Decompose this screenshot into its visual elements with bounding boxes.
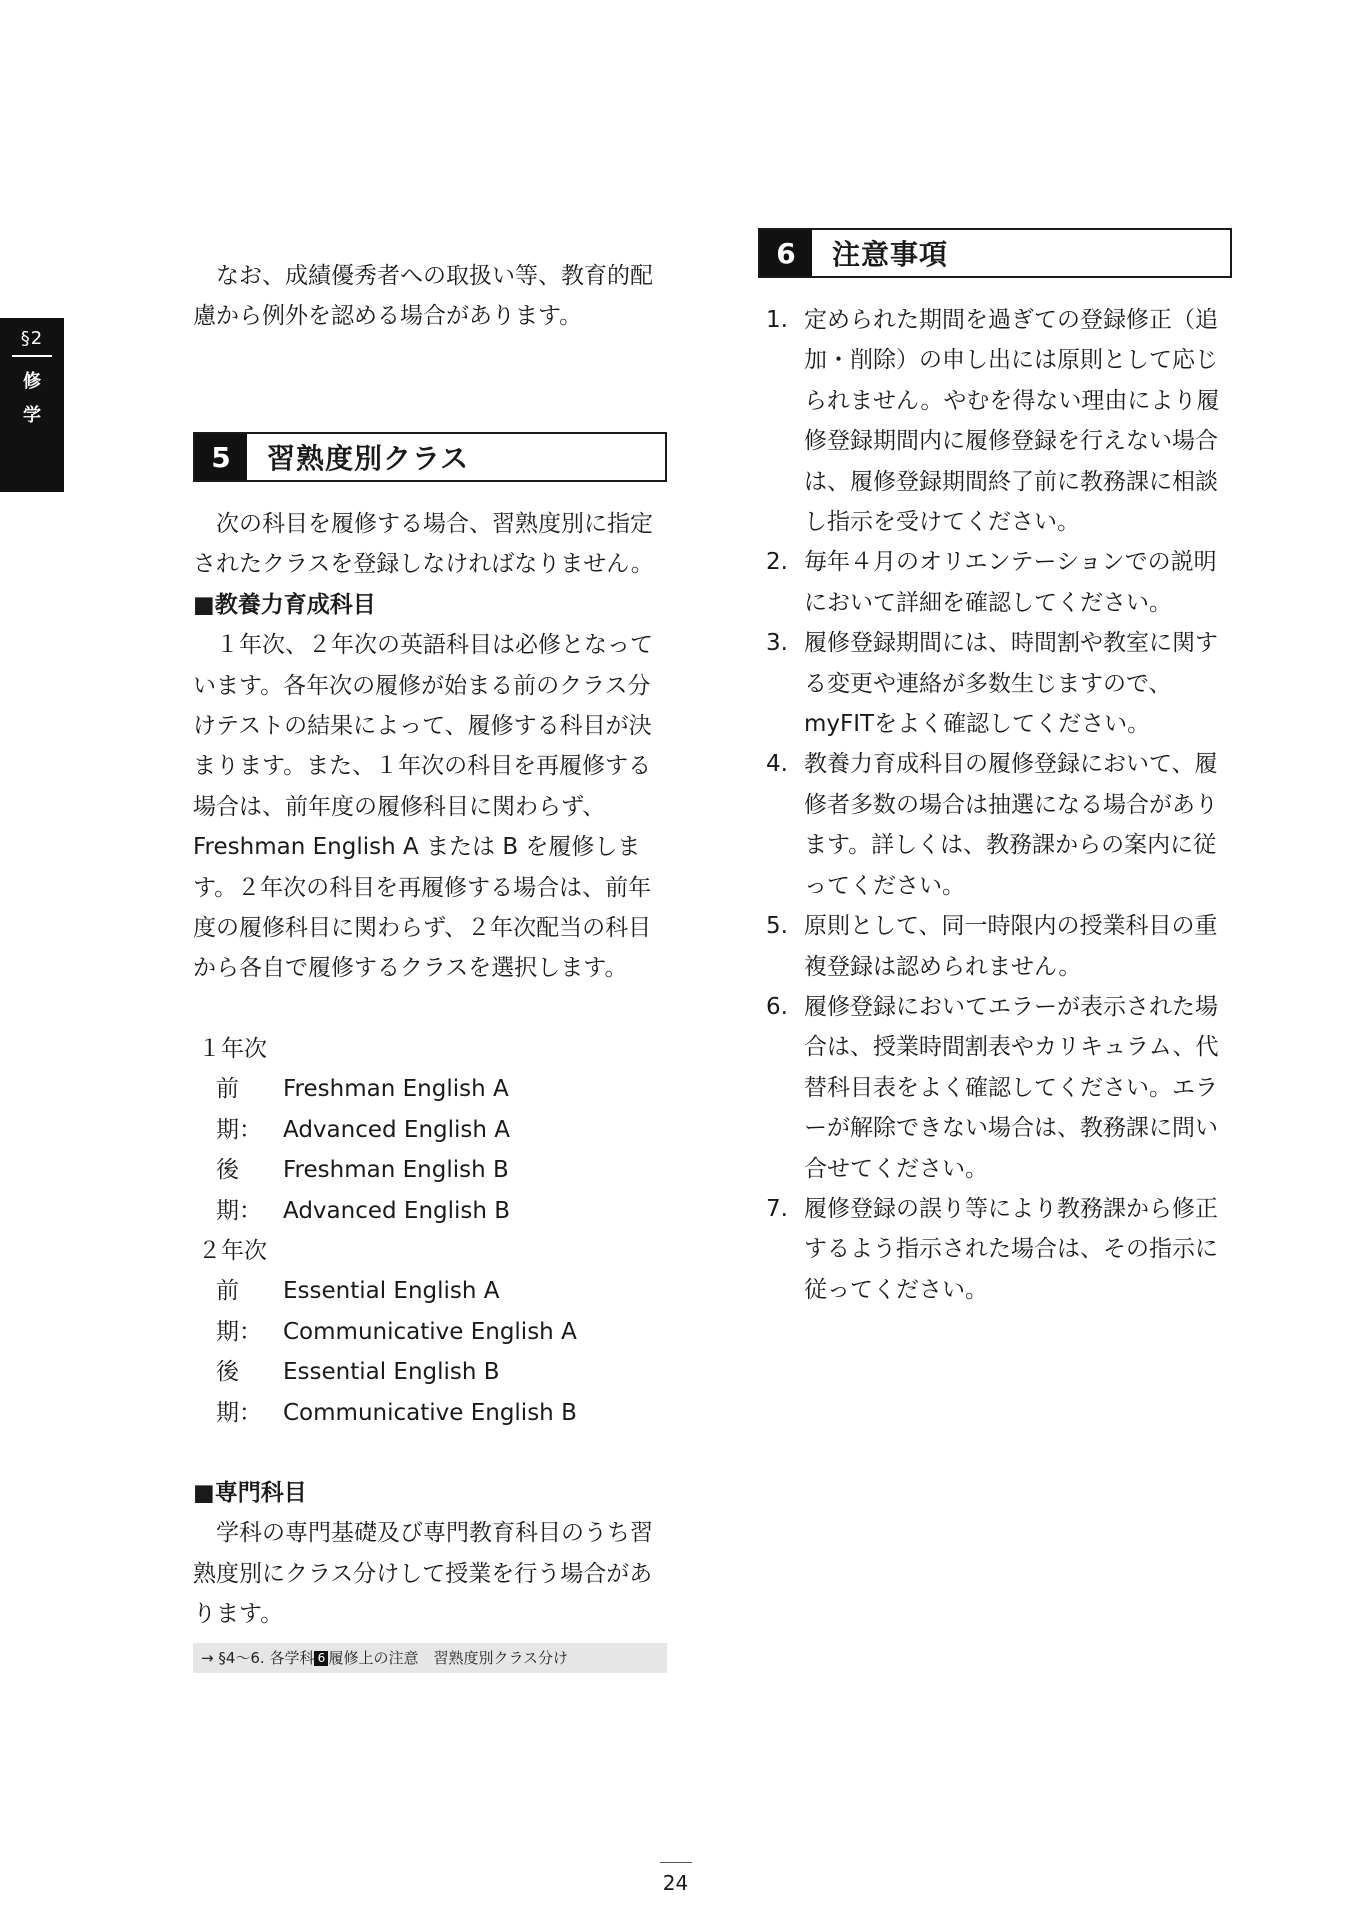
term-label: 前期： xyxy=(216,1076,262,1143)
course-name: Freshman English B xyxy=(283,1157,509,1184)
year-1-label: １年次 xyxy=(198,1035,267,1062)
course-name: Essential English B xyxy=(283,1359,500,1386)
course-name: Advanced English A xyxy=(283,1116,511,1143)
course-name: Essential English A xyxy=(283,1278,500,1305)
year-1-term-2 xyxy=(193,1150,667,1231)
note-item-1 xyxy=(758,300,1232,542)
section-6-number: 6 xyxy=(760,230,812,276)
note-number: 2. xyxy=(766,549,788,576)
page-footer xyxy=(0,1862,1351,1895)
section-5-header xyxy=(193,432,667,482)
section-5-title: 習熟度別クラス xyxy=(267,442,470,475)
cross-reference xyxy=(193,1643,667,1673)
section-5-body xyxy=(193,504,667,1673)
note-text: 原則として、同一時限内の授業科目の重複登録は認められません。 xyxy=(804,913,1218,980)
side-tab-rule xyxy=(12,355,52,357)
note-text: 毎年４月のオリエンテーションでの説明において詳細を確認してください。 xyxy=(804,549,1217,616)
kyoyo-heading: ■教養力育成科目 xyxy=(193,591,376,618)
note-text: 定められた期間を過ぎての登録修正（追加・削除）の申し出には原則として応じられません。やむを得ない理由により履修登録期間内に履修登録を行えない場合は、履修登録期間終了前に教務課に相談し指示を受けてください。 xyxy=(804,307,1220,536)
note-item-5 xyxy=(758,906,1232,987)
section-6-header xyxy=(758,228,1232,278)
note-number: 1. xyxy=(766,307,788,333)
course-name: Communicative English A xyxy=(283,1318,577,1345)
year-2-term-2 xyxy=(193,1352,667,1433)
year-2-term-1 xyxy=(193,1271,667,1352)
term-label: 前期： xyxy=(216,1278,262,1345)
year-2-label: ２年次 xyxy=(198,1237,267,1264)
section-5-intro: 次の科目を履修する場合、習熟度別に指定されたクラスを登録しなければなりません。 xyxy=(193,511,654,578)
ref-badge: 6 xyxy=(314,1651,328,1666)
side-tab-char-1: 修 xyxy=(23,371,41,392)
notes-list xyxy=(758,300,1232,1310)
note-number: 3. xyxy=(766,630,788,657)
section-6-title: 注意事項 xyxy=(832,238,949,271)
section-5-number: 5 xyxy=(195,434,247,480)
left-column xyxy=(193,256,667,337)
senmon-body: 学科の専門基礎及び専門教育科目のうち習熟度別にクラス分けして授業を行う場合があります。 xyxy=(193,1520,653,1628)
course-name: Freshman English A xyxy=(283,1076,509,1103)
note-number: 7. xyxy=(766,1195,788,1222)
note-text: 履修登録の誤り等により教務課から修正するよう指示された場合は、その指示に従ってください。 xyxy=(804,1195,1218,1303)
note-item-2 xyxy=(758,542,1232,623)
senmon-heading: ■専門科目 xyxy=(193,1479,307,1506)
note-item-3 xyxy=(758,623,1232,744)
term-label: 後期： xyxy=(216,1157,262,1224)
note-text: 履修登録期間には、時間割や教室に関する変更や連絡が多数生じますので、myFITをよく確認してください。 xyxy=(804,630,1218,738)
course-name: Advanced English B xyxy=(283,1197,511,1224)
ref-prefix: → §4〜6. 各学科 xyxy=(201,1648,315,1667)
note-text: 履修登録においてエラーが表示された場合は、授業時間割表やカリキュラム、代替科目表をよく確認してください。エラーが解除できない場合は、教務課に問い合せてください。 xyxy=(804,993,1219,1182)
section-side-tab xyxy=(0,318,64,492)
side-tab-char-2: 学 xyxy=(23,405,41,426)
side-tab-section: §2 xyxy=(20,328,44,349)
page-number: 24 xyxy=(662,1871,689,1895)
note-number: 6. xyxy=(766,993,788,1020)
kyoyo-body: １年次、２年次の英語科目は必修となっています。各年次の履修が始まる前のクラス分けテストの結果によって、履修する科目が決まります。また、１年次の科目を再履修する場合は、前年度の履修科目に関わらず、Freshman English A または B を履修します。２年次の科目を再履修する場合は、前年度の履修科目に関わらず、２年次配当の科目から各自で履修するクラスを選択します。 xyxy=(193,632,653,982)
note-item-7 xyxy=(758,1189,1232,1310)
note-number: 4. xyxy=(766,751,788,778)
note-item-4 xyxy=(758,744,1232,906)
year-1-term-1 xyxy=(193,1069,667,1150)
course-name: Communicative English B xyxy=(283,1399,577,1426)
intro-paragraph: なお、成績優秀者への取扱い等、教育的配慮から例外を認める場合があります。 xyxy=(193,263,653,330)
course-list xyxy=(193,1029,667,1433)
ref-suffix: 履修上の注意 習熟度別クラス分け xyxy=(328,1648,569,1667)
footer-rule xyxy=(660,1862,692,1863)
note-text: 教養力育成科目の履修登録において、履修者多数の場合は抽選になる場合があります。詳しくは、教務課からの案内に従ってください。 xyxy=(804,751,1218,899)
note-number: 5. xyxy=(766,913,788,940)
note-item-6 xyxy=(758,987,1232,1189)
term-label: 後期： xyxy=(216,1359,262,1426)
